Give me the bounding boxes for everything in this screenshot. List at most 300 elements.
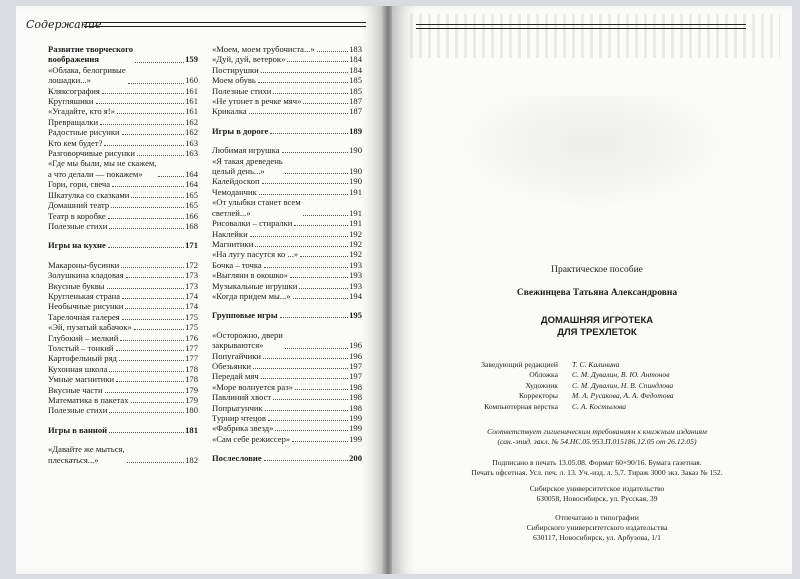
toc-entry-page: 172 — [185, 259, 198, 270]
toc-entry-title: Картофельный ряд — [48, 353, 117, 364]
toc-entry — [48, 353, 198, 363]
toc-entry-title: Турнир чтецов — [212, 413, 266, 423]
toc-entry-title: «Дуй, дуй, ветерок» — [212, 54, 286, 65]
toc-entry — [48, 322, 198, 332]
toc-entry-page: 181 — [185, 424, 198, 435]
toc-entry-title: Шкатулка со сказками — [48, 189, 130, 200]
toc-entry-page: 162 — [185, 127, 198, 138]
toc-entry-title: Передай мяч — [212, 371, 259, 382]
toc-leader-dots — [117, 113, 184, 114]
toc-leader-dots — [258, 82, 348, 83]
toc-entry — [212, 145, 362, 155]
toc-header — [26, 18, 366, 36]
toc-entry-title: Обезьянки — [212, 360, 252, 371]
toc-leader-dots — [255, 246, 348, 247]
toc-entry-page: 166 — [185, 210, 198, 221]
toc-leader-dots — [273, 93, 348, 94]
toc-leader-dots — [120, 340, 184, 341]
toc-entry-title: Попугайчики — [212, 350, 262, 361]
print-line-1: Подписано в печать 13.05.08. Формат 60×90/16. Бумага газетная. — [492, 458, 702, 467]
toc-leader-dots — [317, 51, 348, 52]
toc-entry — [212, 187, 362, 197]
toc-entry-title: Наклейки — [212, 228, 248, 239]
toc-entry-title: Необычные рисунки — [48, 301, 124, 312]
toc-spacer — [48, 251, 198, 260]
toc-leader-dots — [109, 228, 184, 229]
toc-entry — [212, 270, 362, 280]
toc-entry-page: 178 — [185, 363, 198, 374]
toc-entry-title: Глубокий – мелкий — [48, 332, 119, 343]
toc-entry-title: Калейдоскоп — [212, 176, 260, 187]
toc-leader-dots — [300, 256, 348, 257]
toc-entry-title: Полезные стихи — [212, 85, 272, 96]
toc-leader-dots — [253, 368, 348, 369]
toc-entry — [48, 138, 198, 148]
toc-entry-title: Моем обувь — [212, 75, 256, 86]
toc-leader-dots — [264, 267, 348, 268]
toc-entry — [212, 382, 362, 392]
toc-entry-page: 163 — [185, 137, 198, 148]
toc-entry-page: 199 — [349, 423, 362, 434]
credit-role: Компьютерная верстка — [484, 401, 558, 411]
toc-leader-dots — [127, 462, 184, 463]
toc-entry — [48, 385, 198, 395]
toc-entry-page: 177 — [185, 342, 198, 353]
toc-entry-title: Групповые игры — [212, 310, 278, 321]
toc-leader-dots — [107, 288, 185, 289]
toc-entry-title: Разговорчивые рисунки — [48, 148, 135, 159]
toc-leader-dots — [299, 288, 348, 289]
toc-entry-title: Бочка – точка — [212, 259, 262, 270]
print-line-2: Печать офсетная. Усл. печ. л. 13. Уч.-изд. л. 5,7. Тираж 3000 экз. Заказ № 152. — [471, 468, 723, 477]
toc-spacer — [48, 435, 198, 444]
toc-entry-title: Развитие творческого воображения — [48, 44, 134, 65]
book-title — [432, 315, 762, 339]
toc-column-left — [48, 44, 198, 465]
credit-name: С. М. Дувалин, Н. В. Спиндлова — [572, 380, 674, 390]
toc-section-entry — [212, 310, 362, 320]
show-through-header-rule — [416, 24, 746, 29]
toc-entry-page: 197 — [349, 371, 362, 382]
credit-row — [454, 391, 754, 401]
toc-leader-dots — [96, 103, 185, 104]
toc-spacer — [212, 301, 362, 310]
credits-list — [454, 360, 754, 412]
toc-entry-page: 192 — [349, 228, 362, 239]
toc-entry-page: 175 — [185, 322, 198, 333]
toc-entry-page: 198 — [349, 392, 362, 403]
toc-entry — [48, 395, 198, 405]
toc-entry-page: 177 — [185, 353, 198, 364]
credit-role: Художник — [525, 380, 558, 390]
toc-leader-dots — [293, 298, 349, 299]
toc-leader-dots — [109, 371, 184, 372]
toc-entry-title: Кто кем будет? — [48, 137, 103, 148]
toc-entry — [48, 291, 198, 301]
toc-entry — [48, 343, 198, 353]
toc-entry — [48, 301, 198, 311]
toc-entry-page: 161 — [185, 96, 198, 107]
credit-row — [454, 402, 754, 412]
toc-entry-title: Макароны-бусинки — [48, 259, 120, 270]
requirements-line-2: (сан.-эпид. закл. № 54.НС.05.953.П.015186.12.05 от 26.12.05) — [497, 437, 697, 446]
toc-entry — [212, 86, 362, 96]
publisher-info — [432, 484, 762, 504]
hygiene-requirements — [432, 427, 762, 447]
toc-entry-title: Магнитики — [212, 238, 254, 249]
toc-entry-page: 161 — [185, 106, 198, 117]
toc-leader-dots — [126, 277, 184, 278]
toc-entry — [48, 364, 198, 374]
book-genre: Практическое пособие — [551, 265, 643, 275]
toc-entry-title: Игры на кухне — [48, 240, 106, 251]
toc-entry-page: 193 — [349, 270, 362, 281]
toc-entry-page: 191 — [349, 207, 362, 218]
toc-entry-title: Превращалки — [48, 116, 99, 127]
toc-entry — [212, 260, 362, 270]
toc-entry-page: 164 — [185, 168, 198, 179]
show-through-illustration — [442, 96, 742, 216]
toc-entry — [212, 218, 362, 228]
toc-entry-page: 199 — [349, 433, 362, 444]
toc-entry — [48, 260, 198, 270]
toc-entry-title: Любимая игрушка — [212, 145, 280, 156]
toc-leader-dots — [135, 62, 184, 63]
toc-entry-title: «Давайте же мыться, плескаться...» — [48, 444, 125, 465]
toc-entry — [48, 312, 198, 322]
toc-leader-dots — [285, 173, 348, 174]
toc-entry — [212, 54, 362, 64]
toc-entry — [48, 127, 198, 137]
toc-leader-dots — [131, 197, 184, 198]
toc-entry-title: Полезные стихи — [48, 405, 108, 416]
toc-entry-title: «Когда придем мы...» — [212, 290, 291, 301]
toc-entry — [212, 392, 362, 402]
toc-entry — [212, 197, 362, 218]
credit-role: Обложка — [529, 370, 558, 380]
credit-role: Корректоры — [519, 391, 558, 401]
toc-entry — [212, 229, 362, 239]
toc-spacer — [48, 416, 198, 425]
toc-entry — [48, 444, 198, 465]
toc-entry — [48, 200, 198, 210]
credit-row — [454, 381, 754, 391]
toc-entry-title: Игры в дороге — [212, 125, 269, 136]
toc-page — [16, 6, 384, 574]
toc-entry-title: Математика в пакетах — [48, 395, 129, 405]
toc-entry-page: 163 — [185, 148, 198, 159]
toc-leader-dots — [270, 133, 348, 134]
toc-leader-dots — [109, 432, 184, 433]
toc-leader-dots — [137, 155, 184, 156]
toc-leader-dots — [262, 183, 349, 184]
toc-entry-title: Чемоданчик — [212, 186, 257, 197]
toc-entry-page: 190 — [349, 145, 362, 156]
toc-entry-page: 173 — [185, 270, 198, 281]
toc-entry — [212, 249, 362, 259]
toc-entry-title: Вкусные части — [48, 384, 103, 395]
credit-row — [454, 370, 754, 380]
toc-section-entry — [48, 44, 198, 65]
toc-leader-dots — [122, 134, 184, 135]
toc-entry — [48, 211, 198, 221]
toc-leader-dots — [261, 378, 348, 379]
toc-leader-dots — [280, 317, 349, 318]
toc-entry-title: «Я такая древедень целый день...» — [212, 155, 283, 177]
toc-leader-dots — [111, 207, 184, 208]
toc-entry — [212, 239, 362, 249]
toc-entry-page: 184 — [349, 64, 362, 75]
toc-leader-dots — [292, 441, 348, 442]
toc-entry-page: 193 — [349, 259, 362, 270]
toc-leader-dots — [294, 225, 348, 226]
requirements-line-1: Соответствует гигиеническим требованиям к книжным изданиям — [487, 427, 707, 436]
toc-column-right — [212, 44, 362, 464]
book-author: Свежинцева Татьяна Александровна — [516, 288, 678, 298]
printer-info — [432, 513, 762, 543]
toc-entry — [48, 65, 198, 86]
toc-entry — [212, 106, 362, 116]
toc-leader-dots — [261, 72, 348, 73]
toc-entry — [48, 179, 198, 189]
toc-leader-dots — [119, 360, 184, 361]
toc-entry-title: Толстый – тонкий — [48, 342, 114, 353]
toc-entry-title: Полезные стихи — [48, 220, 108, 231]
toc-entry — [48, 148, 198, 158]
toc-leader-dots — [259, 194, 348, 195]
toc-leader-dots — [131, 402, 185, 403]
toc-entry-title: Кляксография — [48, 85, 100, 96]
toc-entry-title: Гори, гори, свеча — [48, 179, 111, 190]
header-rule — [84, 22, 366, 27]
toc-entry-page: 196 — [349, 350, 362, 361]
toc-leader-dots — [285, 348, 348, 349]
toc-entry-page: 180 — [185, 405, 198, 416]
toc-entry-title: Попрыгунчик — [212, 402, 263, 413]
toc-leader-dots — [303, 103, 348, 104]
toc-entry-title: Рисовалки – стиралки — [212, 218, 293, 229]
printer-line-1: Отпечатано в типографии — [555, 513, 639, 522]
toc-leader-dots — [265, 410, 348, 411]
toc-entry-title: Домашний театр — [48, 200, 110, 211]
toc-entry — [212, 156, 362, 177]
toc-entry-page: 187 — [349, 106, 362, 117]
toc-entry-page: 175 — [185, 311, 198, 322]
toc-entry-page: 160 — [185, 75, 198, 86]
toc-entry-title: Кухонная школа — [48, 363, 108, 374]
toc-entry-title: Вкусные буквы — [48, 280, 105, 291]
toc-leader-dots — [263, 358, 348, 359]
credit-role: Заведующий редакцией — [481, 360, 558, 369]
imprint-page — [392, 6, 792, 574]
toc-entry-title: «Сам себе режиссер» — [212, 433, 291, 444]
toc-entry — [212, 434, 362, 444]
toc-leader-dots — [290, 277, 348, 278]
toc-leader-dots — [282, 152, 349, 153]
credit-name: Т. С. Калинина — [572, 360, 620, 369]
toc-leader-dots — [250, 236, 348, 237]
toc-entry-title: «Эй, пузатый кабачок» — [48, 322, 132, 333]
toc-entry — [212, 361, 362, 371]
toc-leader-dots — [122, 298, 184, 299]
toc-entry-page: 190 — [349, 166, 362, 177]
toc-leader-dots — [105, 392, 185, 393]
toc-leader-dots — [102, 93, 184, 94]
toc-entry — [212, 423, 362, 433]
toc-entry-title: Игры в ванной — [48, 424, 108, 435]
toc-entry-page: 173 — [185, 280, 198, 291]
toc-entry-page: 165 — [185, 189, 198, 200]
book-spread — [16, 6, 792, 574]
publisher-line-1: Сибирское университетское издательство — [529, 484, 665, 493]
toc-section-entry — [212, 453, 362, 463]
toc-entry-page: 189 — [349, 125, 362, 136]
credit-name: С. М. Дувалин, В. Ю. Антонов — [572, 370, 670, 380]
toc-entry-title: «Моем, моем трубочиста...» — [212, 44, 315, 54]
toc-entry-page: 198 — [349, 381, 362, 392]
toc-leader-dots — [134, 329, 184, 330]
toc-leader-dots — [287, 61, 348, 62]
toc-entry — [48, 374, 198, 384]
toc-entry-title: «Облака, белогривые лошадки...» — [48, 64, 126, 86]
toc-entry-title: Умные магнитики — [48, 374, 115, 385]
toc-entry-title: «Осторожно, двери закрываются» — [212, 329, 283, 351]
toc-entry — [212, 371, 362, 381]
toc-entry-page: 183 — [349, 44, 362, 54]
toc-spacer — [212, 136, 362, 145]
toc-entry-title: Радостные рисунки — [48, 127, 120, 138]
toc-entry-title: Театр в коробке — [48, 210, 106, 221]
toc-entry-title: «Фабрика звезд» — [212, 423, 274, 434]
toc-entry-page: 178 — [185, 374, 198, 385]
toc-entry-page: 192 — [349, 238, 362, 249]
toc-entry-title: «Море волнуется раз» — [212, 381, 293, 392]
toc-entry-page: 195 — [349, 310, 362, 321]
toc-spacer — [212, 444, 362, 453]
toc-entry-page: 162 — [185, 116, 198, 127]
toc-leader-dots — [108, 247, 184, 248]
toc-spacer — [48, 231, 198, 240]
toc-leader-dots — [273, 399, 348, 400]
toc-entry — [48, 117, 198, 127]
toc-entry-page: 164 — [185, 179, 198, 190]
toc-entry-title: «Где мы были, мы не скажем, а что делали — покажем» — [48, 158, 157, 179]
toc-entry — [48, 270, 198, 280]
toc-entry-title: «На лугу пасутся ко ...» — [212, 249, 299, 260]
toc-leader-dots — [158, 176, 184, 177]
toc-entry-title: Золушкина кладовая — [48, 270, 124, 281]
toc-leader-dots — [122, 319, 184, 320]
toc-entry — [212, 330, 362, 351]
print-info — [432, 458, 762, 478]
toc-leader-dots — [295, 389, 348, 390]
credit-name: С. А. Костылова — [572, 401, 627, 411]
toc-spacer — [212, 321, 362, 330]
toc-entry-page: 190 — [349, 176, 362, 187]
toc-entry-title: Кругленькая страна — [48, 290, 121, 301]
toc-entry-page: 159 — [185, 54, 198, 65]
toc-entry-page: 185 — [349, 85, 362, 96]
toc-entry — [48, 106, 198, 116]
toc-entry-page: 179 — [185, 384, 198, 395]
toc-title: Содержание — [26, 18, 102, 31]
toc-entry-page: 168 — [185, 220, 198, 231]
toc-entry-title: Послесловие — [212, 453, 262, 464]
toc-leader-dots — [268, 420, 348, 421]
toc-entry — [48, 96, 198, 106]
toc-entry — [212, 281, 362, 291]
toc-entry-title: Кругляшики — [48, 96, 94, 107]
toc-leader-dots — [100, 124, 184, 125]
toc-entry-page: 196 — [349, 340, 362, 351]
toc-entry-title: Крикалка — [212, 106, 247, 117]
toc-entry-title: «Выгляни в окошко» — [212, 270, 288, 281]
toc-leader-dots — [116, 381, 184, 382]
printer-line-3: 630117, Новосибирск, ул. Арбузова, 1/1 — [533, 533, 661, 542]
toc-entry — [48, 405, 198, 415]
toc-entry-title: Павлиний хвост — [212, 392, 272, 403]
toc-leader-dots — [108, 218, 184, 219]
toc-entry — [212, 291, 362, 301]
toc-entry — [48, 333, 198, 343]
toc-entry-page: 199 — [349, 413, 362, 423]
toc-entry — [212, 351, 362, 361]
printer-line-2: Сибирского университетского издательства — [526, 523, 668, 532]
toc-entry — [212, 413, 362, 423]
toc-entry-page: 161 — [185, 85, 198, 96]
toc-entry — [212, 44, 362, 54]
credit-name: М. А. Русакова, А. А. Федотова — [572, 391, 674, 401]
publisher-line-2: 630058, Новосибирск, ул. Русская, 39 — [536, 494, 658, 503]
toc-leader-dots — [112, 186, 184, 187]
toc-entry-page: 194 — [349, 290, 362, 301]
toc-section-entry — [48, 425, 198, 435]
toc-entry-page: 171 — [185, 240, 198, 251]
toc-entry-page: 198 — [349, 402, 362, 413]
toc-entry-page: 192 — [349, 249, 362, 260]
toc-entry-title: Тарелочная галерея — [48, 311, 120, 322]
toc-entry — [212, 403, 362, 413]
toc-leader-dots — [249, 113, 348, 114]
toc-entry — [48, 158, 198, 179]
toc-entry-title: «От улыбки станет всем светлей...» — [212, 197, 301, 218]
toc-entry-title: «Не утонет в речке мяч» — [212, 96, 302, 107]
toc-entry-page: 184 — [349, 54, 362, 65]
book-title-line-2: ДЛЯ ТРЕХЛЕТОК — [557, 327, 637, 338]
toc-entry-title: Музыкальные игрушки — [212, 280, 298, 291]
toc-entry-page: 187 — [349, 96, 362, 107]
toc-entry — [48, 190, 198, 200]
toc-leader-dots — [303, 215, 348, 216]
toc-entry-page: 174 — [185, 301, 198, 312]
toc-entry — [212, 65, 362, 75]
toc-entry-title: Постирушки — [212, 64, 259, 75]
toc-entry — [48, 221, 198, 231]
credit-row — [454, 360, 754, 370]
toc-entry-page: 176 — [185, 332, 198, 343]
toc-entry-page: 200 — [349, 453, 362, 464]
toc-leader-dots — [121, 267, 184, 268]
toc-entry — [48, 86, 198, 96]
toc-entry-page: 179 — [185, 395, 198, 405]
toc-section-entry — [212, 126, 362, 136]
toc-entry — [212, 96, 362, 106]
toc-entry-page: 191 — [349, 218, 362, 229]
toc-entry-page: 182 — [185, 454, 198, 465]
toc-leader-dots — [104, 145, 184, 146]
toc-leader-dots — [109, 412, 184, 413]
toc-entry-page: 191 — [349, 186, 362, 197]
